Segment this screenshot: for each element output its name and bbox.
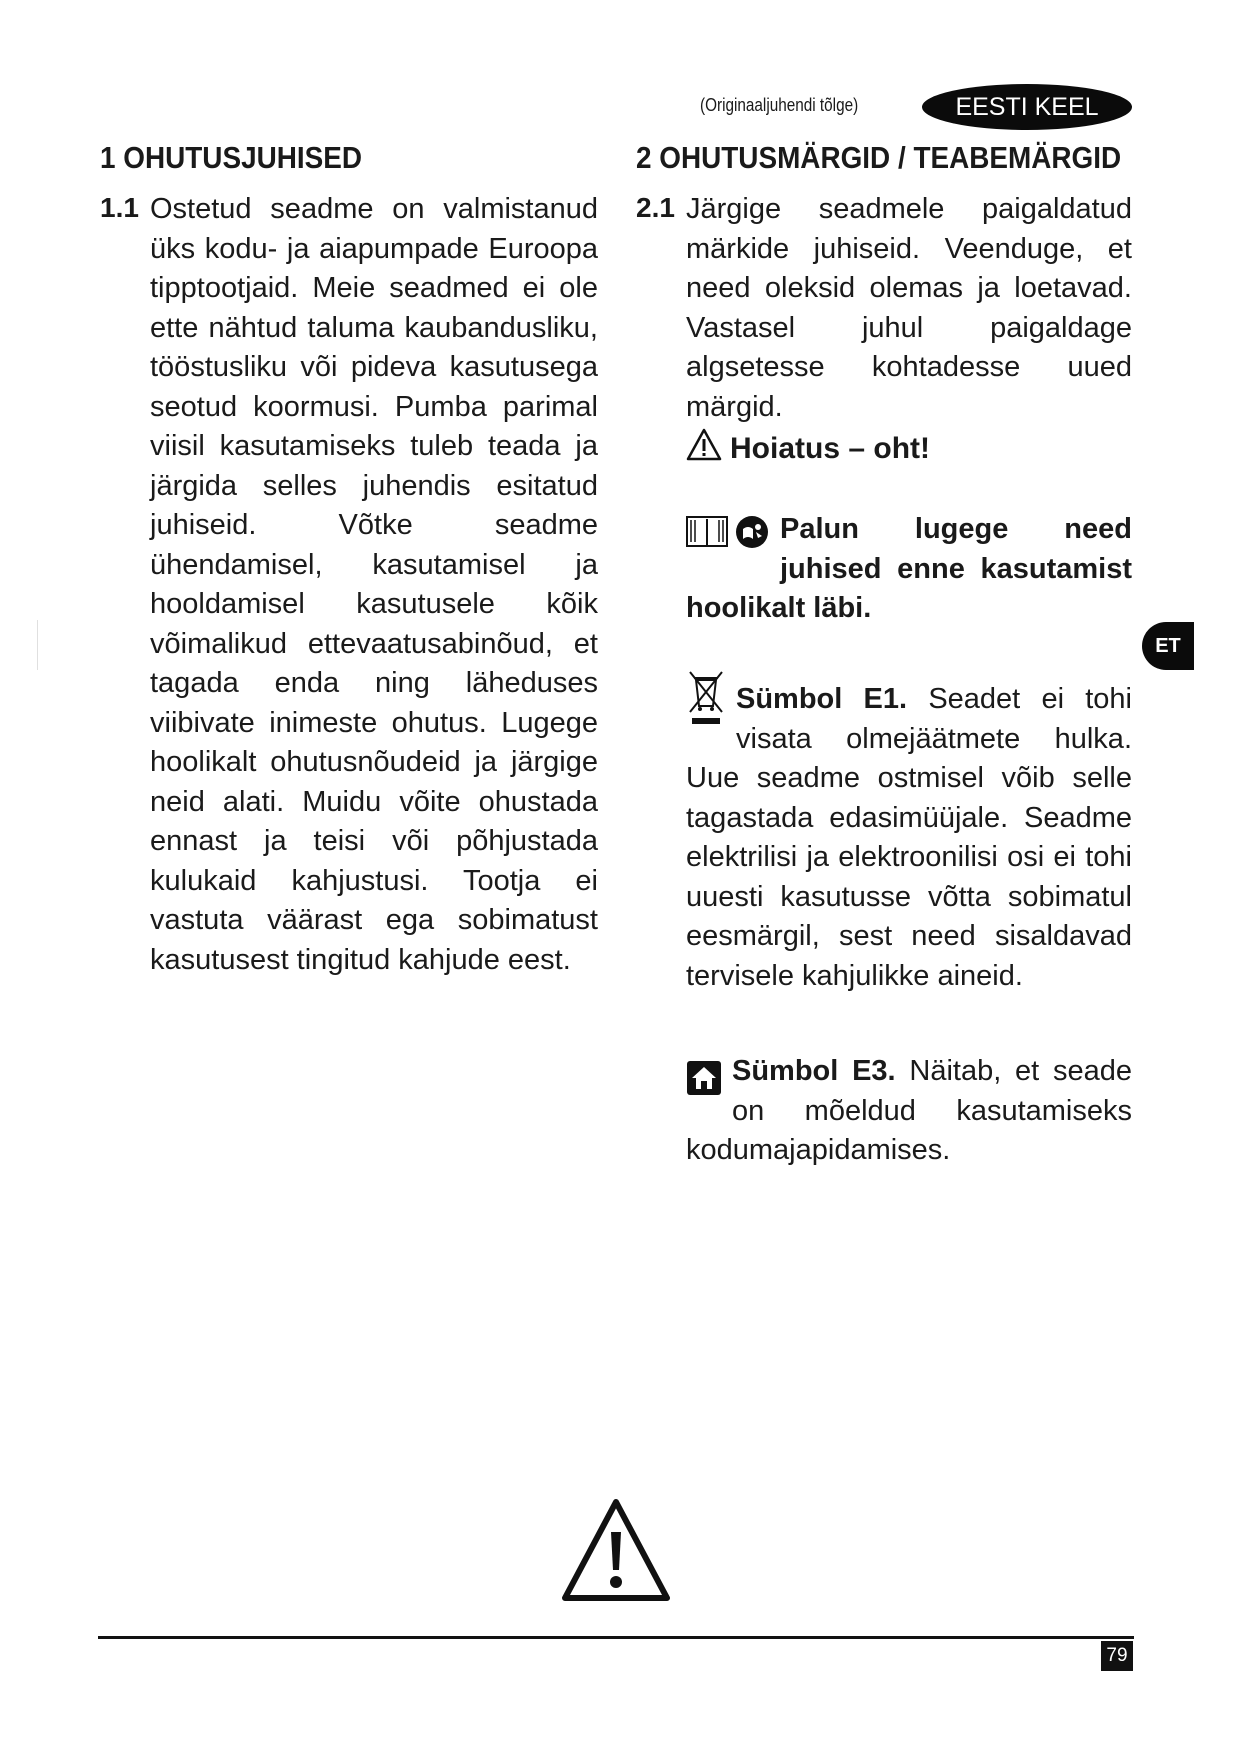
section-1-heading: 1 OHUTUSJUHISED	[100, 140, 362, 175]
language-side-tab: ET	[1142, 622, 1194, 670]
margin-mark	[37, 620, 38, 670]
language-badge: EESTI KEEL	[922, 84, 1132, 130]
footer-rule	[98, 1636, 1134, 1639]
symbol-e3-block	[686, 1052, 1132, 1171]
page-number: 79	[1101, 1641, 1133, 1671]
symbol-e1-label: Sümbol E1.	[736, 683, 908, 715]
section-2-heading: 2 OHUTUSMÄRGID / TEABEMÄRGID	[636, 140, 1122, 175]
instruction-icons	[686, 514, 770, 562]
read-instructions-text: Palun lugege need juhised enne kasutamist hoolikalt läbi.	[686, 513, 1132, 624]
symbol-e1-text: Seadet ei tohi visata olmejäätmete hulka. Uue seadme ostmisel võib selle tagastada edasimüüjale. Seadme elektrilisi ja elektroonilisi osi ei tohi uuesti kasutusse võtta sobimatul eesmärgil, sest need sisaldavad tervisele kahjulikke aineid.	[686, 683, 1132, 992]
read-instructions-block	[686, 510, 1132, 629]
symbol-e3-label: Sümbol E3.	[732, 1055, 896, 1087]
e1-icon-wrap	[686, 668, 726, 740]
paragraph-2-1-number: 2.1	[636, 192, 675, 223]
paragraph-2-1: Järgige seadmele paigaldatud märkide juhiseid. Veenduge, et need oleksid olemas ja loetavad. Vastasel juhul paigaldage algsetesse kohtadesse uued märgid.	[686, 193, 1132, 423]
crossed-bin-icon	[686, 668, 726, 740]
e3-icon-wrap	[686, 1060, 722, 1108]
read-manual-icon	[734, 514, 770, 562]
warning-triangle-icon	[686, 428, 722, 470]
open-book-icon	[686, 514, 728, 562]
paragraph-1-1: Ostetud seadme on valmistanud üks kodu- ja aiapumpade Euroopa tipptootjaid. Meie seadmed ei ole ette nähtud taluma kaubandusliku, tööstusliku või pideva kasutusega seotud koormusi. Pumba parimal viisil kasutamiseks tuleb teada ja järgida selles juhendis esitatud juhiseid. Võtke seadme ühendamisel, kasutamisel ja hooldamisel kasutusele kõik võimalikud ettevaatusabinõud, et tagada enda ning läheduses viibivate inimeste ohutus. Lugege hoolikalt ohutusnõudeid ja järgige neid alati. Muidu võite ohustada ennast ja teisi või põhjustada kulukaid kahjustusi. Tootja ei vastuta väärast ega sobimatust kasutusest tingitud kahjude eest.	[150, 193, 598, 976]
house-icon	[686, 1060, 722, 1108]
symbol-e1-block	[686, 680, 1132, 996]
paragraph-1-1-number: 1.1	[100, 192, 139, 223]
warning-label: Hoiatus – oht!	[730, 432, 930, 465]
large-warning-triangle-icon	[561, 1498, 671, 1607]
symbol-e3-text: Näitab, et seade on mõeldud kasutamiseks kodumajapidamises.	[686, 1055, 1132, 1166]
warning-row	[686, 428, 930, 470]
translation-note: (Originaaljuhendi tõlge)	[700, 95, 859, 115]
